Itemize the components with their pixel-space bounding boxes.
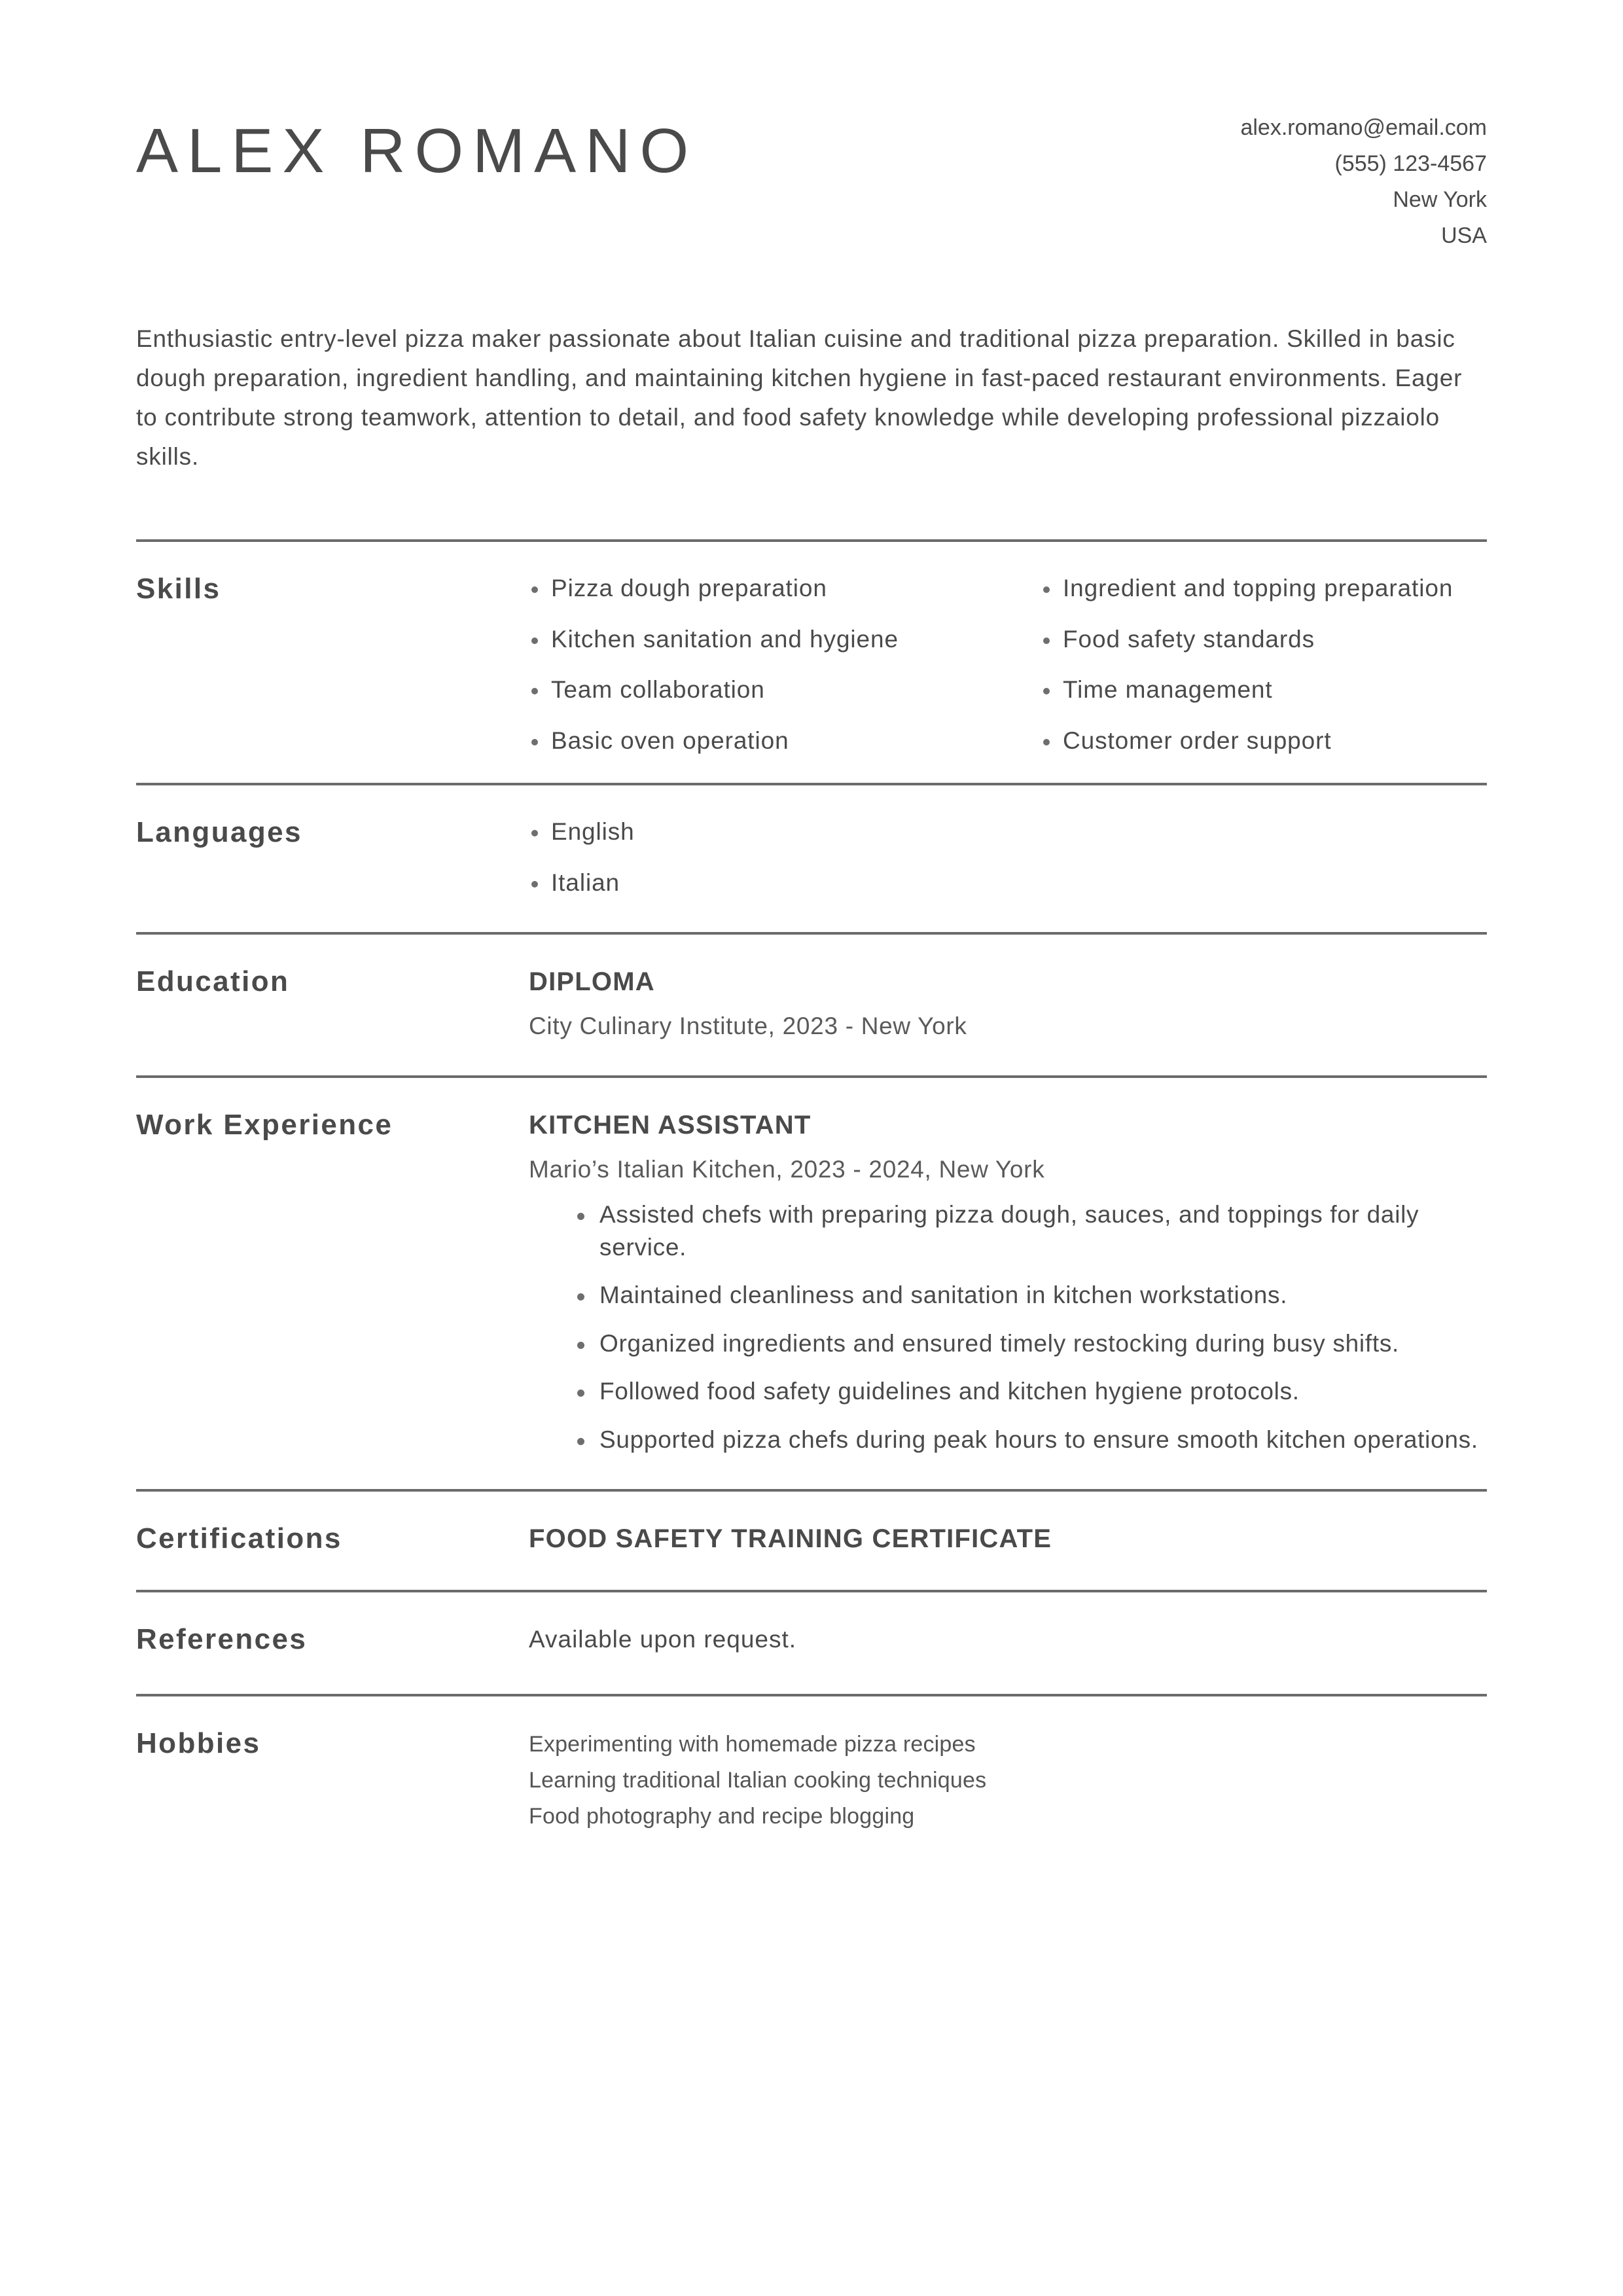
references-text: Available upon request. bbox=[529, 1626, 797, 1653]
languages-list bbox=[529, 816, 1487, 899]
job-title: KITCHEN ASSISTANT bbox=[529, 1111, 812, 1140]
contact-phone: (555) 123-4567 bbox=[1334, 151, 1487, 177]
section-hobbies bbox=[136, 1696, 1487, 1835]
candidate-name: ALEX ROMANO bbox=[136, 116, 698, 186]
section-work-experience bbox=[136, 1078, 1487, 1488]
section-education bbox=[136, 935, 1487, 1076]
references-body bbox=[529, 1623, 1487, 1657]
list-item: Team collaboration bbox=[529, 673, 1008, 706]
hobbies-title-column bbox=[136, 1727, 529, 1761]
skills-list-left bbox=[529, 572, 1008, 757]
list-item: Customer order support bbox=[1041, 725, 1487, 757]
education-title-column bbox=[136, 965, 529, 999]
list-item: Food photography and recipe blogging bbox=[529, 1804, 915, 1829]
list-item: Ingredient and topping preparation bbox=[1041, 572, 1487, 605]
contact-email: alex.romano@email.com bbox=[1240, 115, 1487, 140]
education-details: City Culinary Institute, 2023 - New York bbox=[529, 1012, 967, 1039]
section-title-education: Education bbox=[136, 965, 290, 997]
list-item: Time management bbox=[1041, 673, 1487, 706]
certification-item: FOOD SAFETY TRAINING CERTIFICATE bbox=[529, 1524, 1052, 1553]
skills-list-right bbox=[1041, 572, 1487, 757]
references-title-column bbox=[136, 1623, 529, 1657]
list-item: Basic oven operation bbox=[529, 725, 1008, 757]
contact-country: USA bbox=[1441, 223, 1487, 249]
list-item: English bbox=[529, 816, 1487, 848]
section-title-hobbies: Hobbies bbox=[136, 1727, 261, 1760]
certifications-title-column bbox=[136, 1522, 529, 1556]
section-title-references: References bbox=[136, 1623, 308, 1656]
education-body bbox=[529, 965, 1487, 1043]
contact-city: New York bbox=[1393, 187, 1487, 213]
list-item: Learning traditional Italian cooking techniques bbox=[529, 1768, 987, 1793]
section-title-skills: Skills bbox=[136, 573, 221, 605]
skills-column-left bbox=[529, 572, 1008, 757]
list-item: Followed food safety guidelines and kitchen hygiene protocols. bbox=[575, 1375, 1487, 1408]
work-experience-body bbox=[529, 1108, 1487, 1456]
section-title-work-experience: Work Experience bbox=[136, 1109, 393, 1141]
work-bullets-list bbox=[529, 1198, 1487, 1456]
list-item: Pizza dough preparation bbox=[529, 572, 1008, 605]
languages-title-column bbox=[136, 816, 529, 850]
list-item: Experimenting with homemade pizza recipes bbox=[529, 1732, 976, 1757]
list-item: Kitchen sanitation and hygiene bbox=[529, 623, 1008, 656]
section-title-certifications: Certifications bbox=[136, 1522, 342, 1554]
list-item: Food safety standards bbox=[1041, 623, 1487, 656]
list-item: Supported pizza chefs during peak hours to ensure smooth kitchen operations. bbox=[575, 1424, 1487, 1456]
hobbies-body bbox=[529, 1727, 1487, 1835]
resume-header bbox=[136, 0, 1487, 254]
skills-title-column bbox=[136, 572, 529, 607]
list-item: Assisted chefs with preparing pizza dough, sauces, and toppings for daily service. bbox=[575, 1198, 1487, 1263]
professional-summary: Enthusiastic entry-level pizza maker passionate about Italian cuisine and traditional pizza preparation. Skilled in basic dough preparation, ingredient handling, and maintaining kitchen hygiene in fast-paced restaurant environments. Eager to contribute strong teamwork, attention to detail, and food safety knowledge while developing professional pizzaiolo skills. bbox=[136, 325, 1463, 471]
contact-block bbox=[1240, 98, 1487, 254]
section-title-languages: Languages bbox=[136, 816, 302, 849]
list-item: Italian bbox=[529, 867, 1487, 899]
skills-column-right bbox=[1008, 572, 1487, 757]
work-experience-title-column bbox=[136, 1108, 529, 1143]
education-degree: DIPLOMA bbox=[529, 967, 655, 996]
section-languages bbox=[136, 785, 1487, 931]
section-skills bbox=[136, 542, 1487, 783]
languages-body bbox=[529, 816, 1487, 899]
skills-body bbox=[529, 572, 1487, 757]
section-references bbox=[136, 1592, 1487, 1694]
certifications-body bbox=[529, 1522, 1487, 1556]
list-item: Maintained cleanliness and sanitation in kitchen workstations. bbox=[575, 1279, 1487, 1312]
section-certifications bbox=[136, 1492, 1487, 1590]
list-item: Organized ingredients and ensured timely restocking during busy shifts. bbox=[575, 1327, 1487, 1360]
employer-line: Mario’s Italian Kitchen, 2023 - 2024, New York bbox=[529, 1156, 1045, 1183]
